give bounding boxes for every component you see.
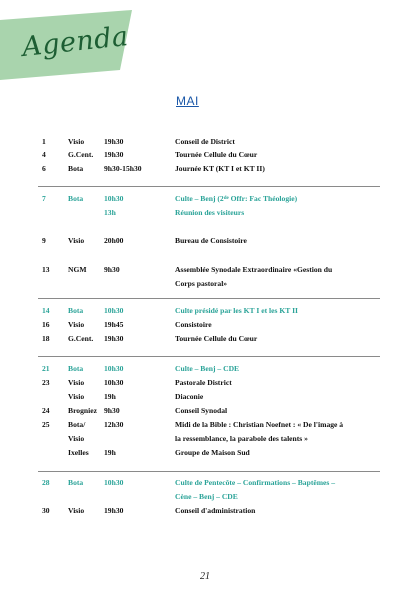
day: 13: [42, 265, 50, 274]
place: Bota/: [68, 420, 86, 429]
time: 9h30: [104, 265, 120, 274]
description: Réunion des visiteurs: [175, 208, 245, 217]
time: 19h30: [104, 137, 124, 146]
time: 19h30: [104, 334, 124, 343]
time: 19h30: [104, 506, 124, 515]
description: Corps pastoral»: [175, 279, 228, 288]
page-number: 21: [200, 571, 210, 582]
place: Bota: [68, 306, 84, 315]
place: Visio: [68, 137, 85, 146]
place: Bota: [68, 194, 84, 203]
description-superscript: de: [223, 196, 229, 201]
day: 25: [42, 420, 50, 429]
time: 9h30-15h30: [104, 164, 142, 173]
day: 9: [42, 236, 46, 245]
day: 24: [42, 406, 50, 415]
day: 16: [42, 320, 50, 329]
place: G.Cent.: [68, 334, 94, 343]
place: Visio: [68, 434, 85, 443]
day: 6: [42, 164, 46, 173]
description: Tournée Cellule du Cœur: [175, 150, 258, 159]
month-heading: MAI: [176, 94, 199, 108]
description: la ressemblance, la parabole des talents »: [175, 434, 308, 443]
separator: [38, 186, 380, 187]
description: Diaconie: [175, 392, 204, 401]
time: 10h30: [104, 194, 124, 203]
time: 10h30: [104, 378, 124, 387]
day: 21: [42, 364, 50, 373]
place: Visio: [68, 320, 85, 329]
time: 20h00: [104, 236, 124, 245]
place: Ixelles: [68, 448, 89, 457]
description: [175, 194, 297, 204]
place: Bota: [68, 164, 84, 173]
day: 1: [42, 137, 46, 146]
separator: [38, 356, 380, 357]
description: Bureau de Consistoire: [175, 236, 247, 245]
place: Bota: [68, 478, 84, 487]
place: G.Cent.: [68, 150, 94, 159]
agenda-title: Agenda: [20, 21, 130, 64]
description: Cène – Benj – CDE: [175, 492, 238, 501]
description-rest: Offr: Fac Théologie): [228, 194, 298, 203]
time: 13h: [104, 208, 116, 217]
time: 12h30: [104, 420, 124, 429]
description: Conseil Synodal: [175, 406, 228, 415]
description-main: Culte – Benj (2: [175, 194, 224, 203]
separator: [38, 298, 380, 299]
description: Conseil d'administration: [175, 506, 256, 515]
description: Tournée Cellule du Cœur: [175, 334, 258, 343]
time: 19h45: [104, 320, 124, 329]
place: NGM: [68, 265, 87, 274]
place: Visio: [68, 392, 85, 401]
description: Culte – Benj – CDE: [175, 364, 240, 373]
place: Visio: [68, 506, 85, 515]
day: 30: [42, 506, 50, 515]
separator: [38, 471, 380, 472]
place: Visio: [68, 236, 85, 245]
place: Brogniez: [68, 406, 97, 415]
description: Culte présidé par les KT I et les KT II: [175, 306, 298, 315]
place: Bota: [68, 364, 84, 373]
description: Groupe de Maison Sud: [175, 448, 250, 457]
day: 23: [42, 378, 50, 387]
time: 10h30: [104, 478, 124, 487]
time: 10h30: [104, 306, 124, 315]
description: Culte de Pentecôte – Confirmations – Baptêmes –: [175, 478, 336, 487]
day: 28: [42, 478, 50, 487]
day: 4: [42, 150, 46, 159]
description: Journée KT (KT I et KT II): [175, 164, 265, 173]
description: Conseil de District: [175, 137, 235, 146]
time: 19h: [104, 392, 116, 401]
time: 19h30: [104, 150, 124, 159]
time: 19h: [104, 448, 116, 457]
time: 9h30: [104, 406, 120, 415]
time: 10h30: [104, 364, 124, 373]
place: Visio: [68, 378, 85, 387]
description: Pastorale District: [175, 378, 232, 387]
day: 14: [42, 306, 50, 315]
description: Consistoire: [175, 320, 212, 329]
day: 7: [42, 194, 46, 203]
description: Midi de la Bible : Christian Noefnet : « De l'image à: [175, 420, 344, 429]
description: Assemblée Synodale Extraordinaire «Gestion du: [175, 265, 333, 274]
day: 18: [42, 334, 50, 343]
